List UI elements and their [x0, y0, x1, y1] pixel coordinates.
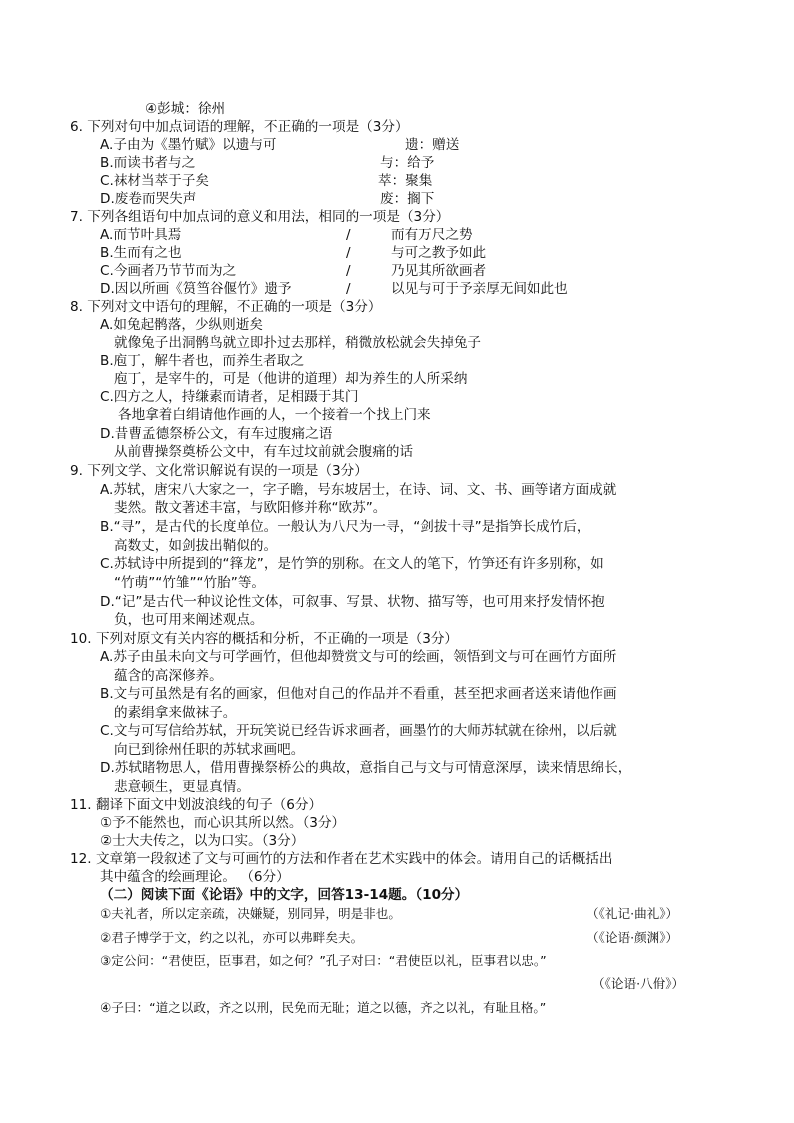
q7-option-d-slash: / [346, 281, 351, 297]
q7-option-d-left: D.因以所画《筼筜谷偃竹》遗予 [100, 281, 292, 297]
q10-option-d-line1: D.苏轼睹物思人，借用曹操祭桥公的典故，意指自己与文与可情意深厚，读来情思绵长， [100, 760, 632, 776]
q10-option-a-line2: 蕴含的高深修养。 [114, 668, 223, 684]
q7-option-a-right: 而有万尺之势 [391, 227, 473, 243]
q11-sentence-2: ②士大夫传之，以为口实。（3分） [100, 833, 305, 849]
q8-option-d: D.昔曹孟德祭桥公文，有车过腹痛之语 [100, 426, 333, 442]
q6-option-a: A.子由为《墨竹赋》以遗与可 [100, 137, 277, 153]
note-pengcheng: ④彭城：徐州 [145, 101, 226, 117]
question-7-stem: 7. 下列各组语句中加点词的意义和用法，相同的一项是（3分） [70, 209, 450, 225]
q8-option-a-explanation: 就像兔子出洞鹘鸟就立即扑过去那样，稍微放松就会失掉兔子 [114, 335, 482, 351]
passage-4: ④子曰：“道之以政，齐之以刑，民免而无耻；道之以德，齐之以礼，有耻且格。” [100, 1000, 547, 1015]
q7-option-a-slash: / [346, 227, 351, 243]
question-12-stem-line2: 其中蕴含的绘画理论。 （6分） [100, 869, 290, 885]
q9-option-c-line1: C.苏轼诗中所提到的“箨龙”，是竹笋的别称。在文人的笔下，竹笋还有许多别称，如 [100, 556, 604, 572]
question-10-stem: 10. 下列对原文有关内容的概括和分析，不正确的一项是（3分） [70, 631, 459, 647]
passage-1-source: （《礼记·曲礼》） [586, 906, 679, 921]
passage-1: ①夫礼者，所以定亲疏，决嫌疑，别同异，明是非也。 [100, 906, 401, 921]
q7-option-b-slash: / [346, 245, 351, 261]
q10-option-a-line1: A.苏子由虽未向文与可学画竹，但他却赞赏文与可的绘画，领悟到文与可在画竹方面所 [100, 649, 617, 665]
passage-2: ②君子博学于文，约之以礼，亦可以弗畔矣夫。 [100, 930, 364, 945]
q6-option-c-gloss: 萃：聚集 [378, 173, 433, 189]
q7-option-b-left: B.生而有之也 [100, 245, 182, 261]
q8-option-b-explanation: 庖丁，是宰牛的，可是（他讲的道理）却为养生的人所采纳 [114, 371, 468, 387]
passage-3-source: （《论语·八佾》） [592, 976, 685, 991]
q8-option-c-explanation: 各地拿着白绢请他作画的人，一个接着一个找上门来 [118, 407, 431, 423]
q9-option-b-line2: 高数丈，如剑拔出鞘似的。 [114, 538, 278, 554]
section-2-heading: （二）阅读下面《论语》中的文字，回答13-14题。（10分） [100, 887, 469, 903]
q6-option-c: C.袜材当萃于子矣 [100, 173, 209, 189]
q9-option-a-line2: 斐然。散文著述丰富，与欧阳修并称“欧苏”。 [114, 500, 387, 516]
q6-option-a-gloss: 遗：赠送 [405, 137, 460, 153]
q10-option-d-line2: 悲意顿生，更显真情。 [114, 779, 250, 795]
q9-option-d-line2: 负，也可用来阐述观点。 [114, 612, 264, 628]
q7-option-c-slash: / [346, 263, 351, 279]
q8-option-b: B.庖丁，解牛者也，而养生者取之 [100, 353, 304, 369]
q6-option-d-gloss: 废：搁下 [380, 191, 435, 207]
q7-option-b-right: 与可之教予如此 [391, 245, 487, 261]
q6-option-b-gloss: 与：给予 [380, 155, 435, 171]
q9-option-d-line1: D.“记”是古代一种议论性文体，可叙事、写景、状物、描写等，也可用来抒发情怀抱 [100, 594, 605, 610]
question-8-stem: 8. 下列对文中语句的理解，不正确的一项是（3分） [70, 299, 382, 315]
passage-2-source: （《论语·颜渊》） [586, 930, 679, 945]
q6-option-b: B.而读书者与之 [100, 155, 196, 171]
q7-option-a-left: A.而节叶具焉 [100, 227, 182, 243]
question-9-stem: 9. 下列文学、文化常识解说有误的一项是（3分） [70, 463, 368, 479]
q10-option-c-line1: C.文与可写信给苏轼，开玩笑说已经告诉求画者，画墨竹的大师苏轼就在徐州，以后就 [100, 723, 617, 739]
q9-option-a-line1: A.苏轼，唐宋八大家之一，字子瞻，号东坡居士，在诗、词、文、书、画等诸方面成就 [100, 482, 617, 498]
q8-option-c: C.四方之人，持缣素而请者，足相蹑于其门 [100, 389, 359, 405]
q10-option-b-line1: B.文与可虽然是有名的画家，但他对自己的作品并不看重，甚至把求画者送来请他作画 [100, 686, 617, 702]
question-11-stem: 11. 翻译下面文中划波浪线的句子（6分） [70, 797, 323, 813]
q9-option-c-line2: “竹萌”“竹雏”“竹胎”等。 [114, 575, 266, 591]
q9-option-b-line1: B.“寻”，是古代的长度单位。一般认为八尺为一寻，“剑拔十寻”是指笋长成竹后， [100, 519, 591, 535]
q7-option-d-right: 以见与可于予亲厚无间如此也 [391, 281, 568, 297]
q10-option-b-line2: 的素绢拿来做袜子。 [114, 705, 237, 721]
q10-option-c-line2: 向已到徐州任职的苏轼求画吧。 [114, 742, 305, 758]
q6-option-d: D.废卷而哭失声 [100, 191, 197, 207]
question-6-stem: 6. 下列对句中加点词语的理解，不正确的一项是（3分） [70, 119, 409, 135]
q11-sentence-1: ①予不能然也，而心识其所以然。（3分） [100, 815, 346, 831]
question-12-stem-line1: 12. 文章第一段叙述了文与可画竹的方法和作者在艺术实践中的体会。请用自己的话概括出 [70, 851, 613, 867]
q8-option-d-explanation: 从前曹操祭奠桥公文中，有车过坟前就会腹痛的话 [114, 444, 414, 460]
q8-option-a: A.如兔起鹘落，少纵则逝矣 [100, 317, 263, 333]
passage-3: ③定公问：“君使臣，臣事君，如之何？”孔子对曰：“君使臣以礼，臣事君以忠。” [100, 953, 547, 968]
q7-option-c-right: 乃见其所欲画者 [391, 263, 487, 279]
q7-option-c-left: C.今画者乃节节而为之 [100, 263, 237, 279]
